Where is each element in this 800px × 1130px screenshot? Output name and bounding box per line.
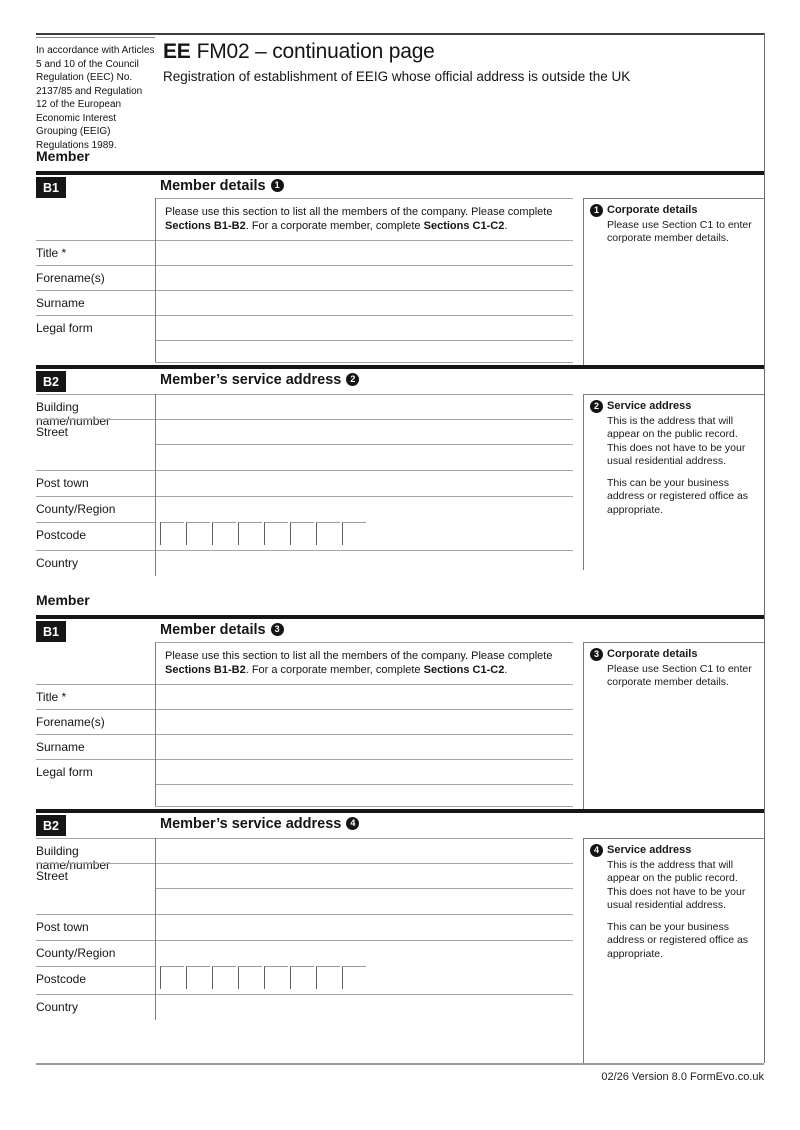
postcode-cell[interactable] [290, 966, 314, 989]
b1-intro-note [155, 642, 573, 684]
title-input[interactable] [155, 241, 573, 265]
side-note-body: This is the address that will appear on the public record. This does not have to be your usual residential address. [607, 414, 746, 467]
side-note-title: Corporate details [607, 648, 698, 660]
surname-input[interactable] [155, 291, 573, 315]
note-ref-icon: 2 [346, 373, 359, 386]
legal-form-field [155, 759, 573, 784]
extra-field [155, 340, 573, 362]
form-title [163, 40, 630, 64]
building-input[interactable] [155, 395, 573, 419]
side-note-body: Please use Section C1 to enter corporate member details. [607, 662, 752, 688]
field-row-county [36, 940, 573, 966]
street-field [155, 419, 573, 444]
column-divider [155, 838, 156, 1020]
extra-input[interactable] [155, 341, 573, 362]
column-divider [155, 394, 156, 576]
field-row-street-2 [36, 888, 573, 914]
country-field [155, 994, 573, 1020]
page-right-border [764, 33, 765, 1063]
intro-bold: Sections C1-C2 [423, 664, 505, 676]
spacer-label [36, 784, 155, 806]
side-note-body: This can be your business address or registered office as appropriate. [607, 476, 749, 516]
county-input[interactable] [155, 497, 573, 522]
field-row-postcode [36, 522, 573, 550]
surname-input[interactable] [155, 735, 573, 759]
form-header [163, 40, 630, 84]
note-ref-icon: 3 [271, 623, 284, 636]
section-badge-b1: B1 [36, 177, 66, 198]
street-input-2[interactable] [155, 889, 573, 914]
spacer-label [36, 888, 155, 914]
surname-field [155, 290, 573, 315]
column-divider [155, 642, 156, 806]
building-field [155, 394, 573, 419]
section-rule [36, 171, 764, 175]
field-label-surname: Surname [36, 734, 155, 759]
county-field [155, 940, 573, 966]
field-row-extra [36, 340, 573, 362]
note-number-icon: 1 [590, 204, 603, 217]
forenames-field [155, 265, 573, 290]
field-label-street: Street [36, 863, 155, 888]
divider [155, 806, 573, 807]
side-note-body: This can be your business address or registered office as appropriate. [607, 920, 749, 960]
column-divider [155, 198, 156, 362]
postcode-cell[interactable] [212, 966, 236, 989]
postcode-boxes [160, 966, 368, 989]
section-title-b1 [160, 622, 284, 638]
note-ref-icon: 4 [346, 817, 359, 830]
county-input[interactable] [155, 941, 573, 966]
field-label-surname: Surname [36, 290, 155, 315]
street-input-2[interactable] [155, 445, 573, 470]
extra-input[interactable] [155, 785, 573, 806]
form-code: EE [163, 40, 191, 63]
section-title-b1 [160, 178, 284, 194]
field-label-forenames: Forename(s) [36, 265, 155, 290]
field-label-postcode: Postcode [36, 966, 155, 994]
member-heading: Member [36, 592, 90, 608]
field-label-country: Country [36, 994, 155, 1020]
street-input[interactable] [155, 864, 573, 888]
country-field [155, 550, 573, 576]
postcode-cell[interactable] [186, 966, 210, 989]
field-row-country [36, 550, 573, 576]
intro-row [36, 198, 573, 240]
extra-field [155, 784, 573, 806]
field-row-county [36, 496, 573, 522]
building-field [155, 838, 573, 863]
intro-bold: Sections B1-B2 [165, 664, 246, 676]
side-note-service [583, 394, 764, 570]
side-note-header [590, 204, 760, 218]
page-top-rule [36, 33, 764, 35]
field-label-legal-form: Legal form [36, 759, 155, 784]
postcode-cell[interactable] [316, 522, 340, 545]
postcode-cell[interactable] [160, 522, 184, 545]
section-title-b2 [160, 816, 359, 832]
form-description: Registration of establishment of EEIG whose official address is outside the UK [163, 69, 631, 84]
side-note-corporate [583, 198, 764, 365]
field-row-street [36, 863, 573, 888]
postcode-cell[interactable] [212, 522, 236, 545]
intro-text: Please use this section to list all the members of the company. Please complete [165, 650, 553, 662]
section-badge-b1: B1 [36, 621, 66, 642]
section-title-text: Member’s service address [160, 816, 342, 832]
field-row-building [36, 394, 573, 428]
spacer-label [36, 340, 155, 362]
building-input[interactable] [155, 839, 573, 863]
section-title-text: Member details [160, 178, 266, 194]
note-ref-icon: 1 [271, 179, 284, 192]
section-rule [36, 365, 764, 369]
section-title-text: Member’s service address [160, 372, 342, 388]
field-row-legal-form [36, 315, 573, 340]
member-group-2 [36, 592, 764, 1032]
field-label-title: Title * [36, 240, 155, 265]
note-number-icon: 2 [590, 400, 603, 413]
field-row-forenames [36, 709, 573, 734]
postcode-cell[interactable] [264, 966, 288, 989]
side-note-body: Please use Section C1 to enter corporate member details. [607, 218, 752, 244]
legal-form-field [155, 315, 573, 340]
field-row-country [36, 994, 573, 1020]
spacer-label [36, 444, 155, 470]
title-input[interactable] [155, 685, 573, 709]
statute-note: In accordance with Articles 5 and 10 of the Council Regulation (EEC) No. 2137/85 and Regulation 12 of the European Economic Interest Grouping (EEIG) Regulations 1989. [36, 37, 155, 152]
note-number-icon: 3 [590, 648, 603, 661]
post-town-input[interactable] [155, 471, 573, 496]
intro-text: . [504, 664, 508, 676]
footer-version: 02/26 Version 8.0 FormEvo.co.uk [601, 1071, 764, 1083]
field-label-postcode: Postcode [36, 522, 155, 550]
intro-bold: Sections C1-C2 [423, 220, 505, 232]
postcode-cell[interactable] [342, 966, 366, 989]
field-row-post-town [36, 470, 573, 496]
side-note-body: This is the address that will appear on the public record. This does not have to be your usual residential address. [607, 858, 746, 911]
intro-text: . For a corporate member, complete [245, 220, 424, 232]
note-number-icon: 4 [590, 844, 603, 857]
section-rule [36, 615, 764, 619]
divider [155, 362, 573, 363]
field-label-building: Building name/number [36, 394, 155, 419]
postcode-cell[interactable] [238, 522, 262, 545]
post-town-field [155, 470, 573, 496]
intro-row [36, 642, 573, 684]
b1-intro-note [155, 198, 573, 240]
street-field-2 [155, 888, 573, 914]
legal-form-input[interactable] [155, 760, 573, 784]
postcode-cell[interactable] [316, 966, 340, 989]
field-row-forenames [36, 265, 573, 290]
section-rule [36, 809, 764, 813]
section-title-text: Member details [160, 622, 266, 638]
side-note-title: Service address [607, 400, 692, 412]
field-label-county: County/Region [36, 940, 155, 966]
side-note-title: Service address [607, 844, 692, 856]
spacer-label [36, 642, 155, 684]
field-label-county: County/Region [36, 496, 155, 522]
field-row-surname [36, 290, 573, 315]
field-label-street: Street [36, 419, 155, 444]
intro-text: Please use this section to list all the members of the company. Please complete [165, 206, 553, 218]
forenames-input[interactable] [155, 710, 573, 734]
side-note-service [583, 838, 764, 1063]
field-label-country: Country [36, 550, 155, 576]
side-note-header [590, 844, 760, 858]
title-field [155, 240, 573, 265]
intro-text: . [504, 220, 508, 232]
field-label-post-town: Post town [36, 914, 155, 940]
field-row-title [36, 684, 573, 709]
legal-form-input[interactable] [155, 316, 573, 340]
street-field [155, 863, 573, 888]
field-label-building: Building name/number [36, 838, 155, 863]
field-label-post-town: Post town [36, 470, 155, 496]
country-input[interactable] [155, 551, 573, 576]
post-town-field [155, 914, 573, 940]
title-field [155, 684, 573, 709]
postcode-field [155, 522, 573, 550]
footer-rule [36, 1063, 764, 1065]
field-row-title [36, 240, 573, 265]
field-label-legal-form: Legal form [36, 315, 155, 340]
field-label-title: Title * [36, 684, 155, 709]
member-heading: Member [36, 148, 90, 164]
section-title-b2 [160, 372, 359, 388]
postcode-cell[interactable] [160, 966, 184, 989]
intro-bold: Sections B1-B2 [165, 220, 246, 232]
field-row-extra [36, 784, 573, 806]
field-label-forenames: Forename(s) [36, 709, 155, 734]
field-row-street [36, 419, 573, 444]
side-note-title: Corporate details [607, 204, 698, 216]
side-note-header [590, 400, 760, 414]
postcode-cell[interactable] [290, 522, 314, 545]
street-input[interactable] [155, 420, 573, 444]
postcode-cell[interactable] [238, 966, 262, 989]
postcode-cell[interactable] [264, 522, 288, 545]
member-group-1 [36, 148, 764, 588]
forenames-field [155, 709, 573, 734]
field-row-postcode [36, 966, 573, 994]
field-row-legal-form [36, 759, 573, 784]
section-badge-b2: B2 [36, 371, 66, 392]
section-badge-b2: B2 [36, 815, 66, 836]
side-note-corporate [583, 642, 764, 809]
street-field-2 [155, 444, 573, 470]
field-row-post-town [36, 914, 573, 940]
surname-field [155, 734, 573, 759]
forenames-input[interactable] [155, 266, 573, 290]
side-note-header [590, 648, 760, 662]
intro-text: . For a corporate member, complete [245, 664, 424, 676]
county-field [155, 496, 573, 522]
postcode-field [155, 966, 573, 994]
country-input[interactable] [155, 995, 573, 1020]
post-town-input[interactable] [155, 915, 573, 940]
postcode-cell[interactable] [186, 522, 210, 545]
form-name: FM02 – continuation page [196, 40, 435, 63]
spacer-label [36, 198, 155, 240]
field-row-building [36, 838, 573, 872]
field-row-street-2 [36, 444, 573, 470]
postcode-boxes [160, 522, 368, 545]
postcode-cell[interactable] [342, 522, 366, 545]
field-row-surname [36, 734, 573, 759]
